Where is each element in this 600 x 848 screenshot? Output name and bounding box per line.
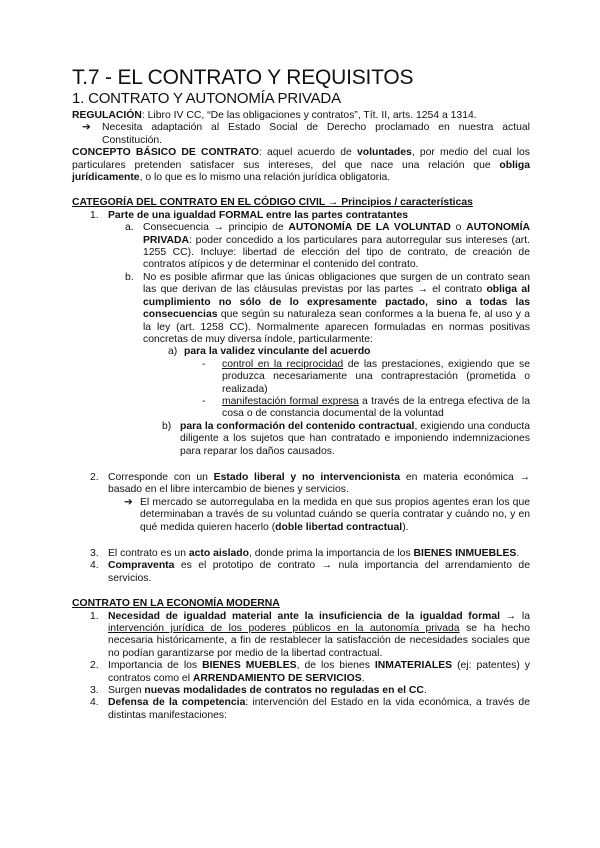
categoria-heading: CATEGORÍA DEL CONTRATO EN EL CÓDIGO CIVIL → Principios / características [72,197,473,209]
regulacion-note: ➔ Necesita adaptación al Estado Social de Derecho proclamado en nuestra actual Constitución. [82,122,530,146]
arrow-icon: ➔ [82,122,91,134]
document-page [72,66,530,722]
categoria-item-2-note: ➔ El mercado se autorregulaba en la medida en que sus propios agentes eran los que determinaban a través de su voluntad cuándo se quería contratar y cuándo no, y en qué medida quieren hacerlo (doble libertad contractual). [124,496,530,533]
regulacion-label: REGULACIÓN [72,110,142,121]
categoria-item-1: 1. Parte de una igualdad FORMAL entre las partes contratantes [90,209,409,221]
moderna-item-2: 2. Importancia de los BIENES MUEBLES, de los bienes INMATERIALES (ej: patentes) y contratos como el ARRENDAMIENTO DE SERVICIOS. [90,660,530,684]
categoria-item-1b-b: b) para la conformación del contenido contractual, exigiendo una conducta diligente a los sujetos que han contratado e imponiendo indemnizaciones para reparar los daños causados. [162,420,530,457]
categoria-item-3: 3. El contrato es un acto aislado, donde prima la importancia de los BIENES INMUEBLES. [90,548,520,559]
moderna-heading: CONTRATO EN LA ECONOMÍA MODERNA [72,598,280,610]
moderna-item-3: 3. Surgen nuevas modalidades de contratos no reguladas en el CC. [90,685,427,697]
categoria-item-2: 2. Corresponde con un Estado liberal y no intervencionista en materia económica → basado en el libre intercambio de bienes y servicios. [90,471,530,496]
categoria-item-1b-a: a) para la validez vinculante del acuerdo [168,346,371,358]
section-subtitle: 1. CONTRATO Y AUTONOMÍA PRIVADA [72,90,341,107]
categoria-item-1b: b. No es posible afirmar que las únicas obligaciones que surgen de un contrato sean las que derivan de las cláusulas previstas por las partes → el contrato obliga al cumplimiento no sólo de lo expresamente pactado, sino a todas las consecuencias que según su naturaleza sean conformes a la buena fe, al uso y a la ley (art. 1258 CC). Normalmente aparecen formuladas en normas positivas concretas de muy diversa índole, particularmente: [125,271,530,345]
categoria-dash-1: - control en la reciprocidad de las prestaciones, exigiendo que se produzca necesariamente una contraprestación (prometida o realizada) [202,358,530,395]
categoria-dash-2: - manifestación formal expresa a través de la entrega efectiva de la cosa o de constancia documental de la voluntad [202,395,530,420]
arrow-icon: ➔ [124,496,133,508]
moderna-item-4: 4. Defensa de la competencia: intervención del Estado en la vida económica, a través de distintas manifestaciones: [90,697,530,721]
moderna-item-1: 1. Necesidad de igualdad material ante la insuficiencia de la igualdad formal → la intervención jurídica de los poderes públicos en la autonomía privada se ha hecho necesaria históricamente, a fin de restablecer la satisfacción de necesidades sociales que no podían garantizarse por medio de la libertad contractual. [90,610,530,659]
regulacion-paragraph: REGULACIÓN: Libro IV CC, “De las obligaciones y contratos”, Tít. II, arts. 1254 a 1314. [72,110,477,121]
page-title: T.7 - EL CONTRATO Y REQUISITOS [72,66,414,89]
concepto-paragraph: CONCEPTO BÁSICO DE CONTRATO: aquel acuerdo de voluntades, por medio del cual los particulares pretenden satisfacer sus intereses, del que nace una relación que obliga jurídicamente, o lo que es lo mismo una relación jurídica obligatoria. [72,147,530,184]
categoria-item-4: 4. Compraventa es el prototipo de contrato → nula importancia del arrendamiento de servicios. [90,560,530,584]
categoria-item-1a: a. Consecuencia → principio de AUTONOMÍA DE LA VOLUNTAD o AUTONOMÍA PRIVADA: poder concedido a los particulares para autorregular sus intereses (art. 1255 CC). Incluye: libertad de elección del tipo de contrato, de creación de contratos atípicos y de determinar el contenido del contrato. [125,222,530,271]
